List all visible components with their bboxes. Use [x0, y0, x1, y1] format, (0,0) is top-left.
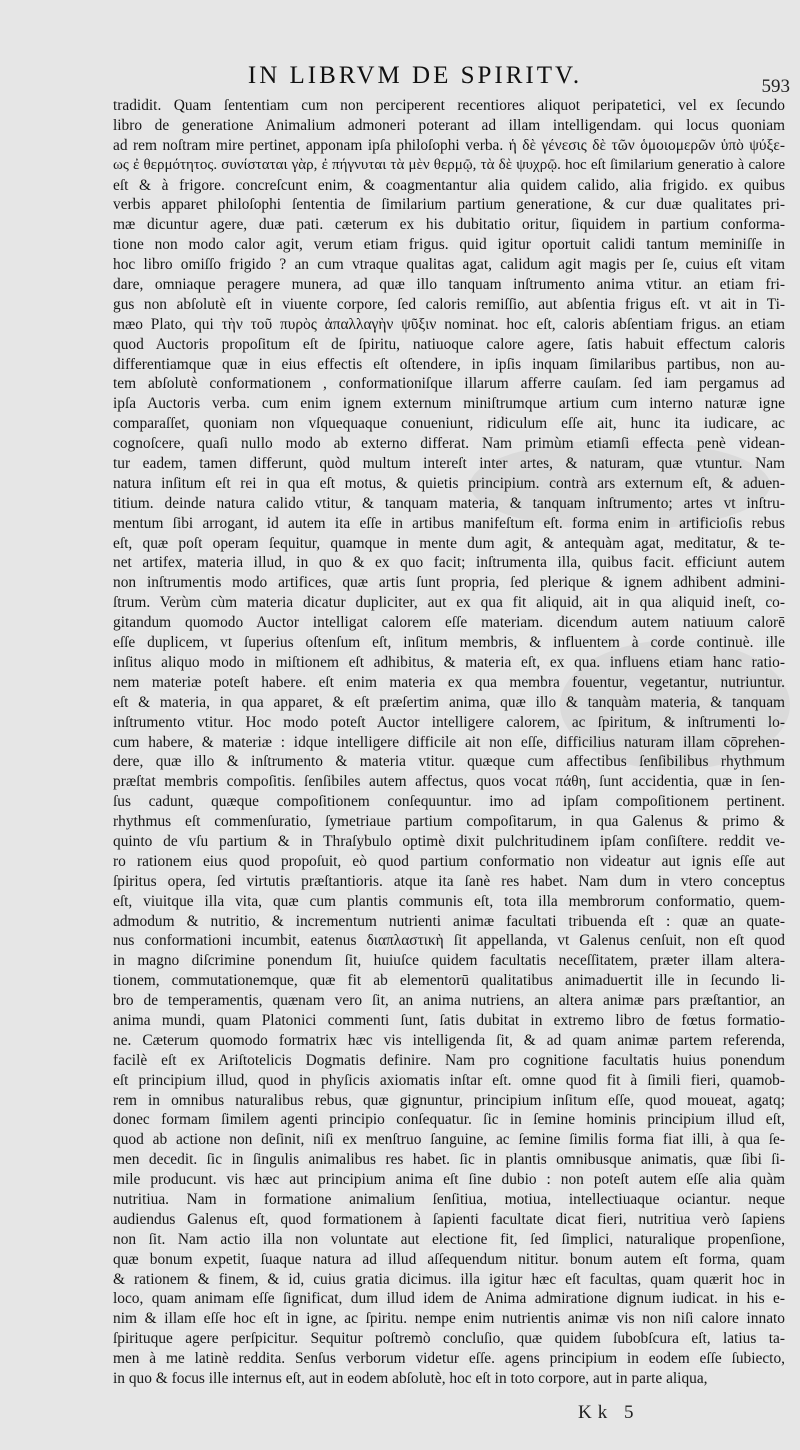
text-line: ne. Cæterum quomodo formatrix hæc vis intelligenda ſit, & ad quam animæ partem referenda,: [113, 1031, 785, 1049]
text-line: gus non abſolutè eſt in viuente corpore, ſed caloris remiſſio, aut abſentia frigus eſt. vt ait in Ti-: [113, 295, 785, 313]
text-line: hoc libro omiſſo frigido ? an cum vtraque qualitas agat, calidum agit magis per ſe, cuius eſt vitam: [113, 256, 785, 274]
text-line: & rationem & finem, & id, cuius gratia dicimus. illa igitur hæc eſt facultas, quam quærit hoc in: [113, 1270, 785, 1288]
text-line: net artifex, materia illud, in quo & ex quo facit; inſtrumenta illa, quibus facit. efficiunt autem: [113, 554, 785, 572]
text-line: eſt, quæ poſt operam ſequitur, quamque in mente dum agit, & antequàm agat, meditatur, & te-: [113, 534, 785, 552]
text-line: cum habere, & materiæ : idque intelligere difficile ait non eſſe, difficilius naturam illam cōprehen-: [113, 733, 785, 751]
text-line: gitandum quomodo Auctor intelligat calorem eſſe materiam. dicendum autem natiuum calorē: [113, 614, 785, 632]
text-line: libro de generatione Animalium admoneri poterant ad illam intelligendam. qui locus quoniam: [113, 116, 785, 134]
text-line: eſſe duplicem, vt ſuperius oſtenſum eſt, inſitum membris, & influentem à corde continuè. ille: [113, 634, 785, 652]
text-line: ipſa Auctoris verba. cum enim ignem externum miniſtrumque artium cum interno naturæ igne: [113, 395, 785, 413]
text-line: admodum & nutritio, & incrementum nutrienti animæ facultati tribuenda eſt : quæ an quate-: [113, 912, 785, 930]
text-line: ad rem noſtram mire pertinet, apponam ipſa philoſophi verba. ἡ δὲ γένεσις δὲ τῶν ὁμοιομερῶν ὑπὸ ψύξε-: [113, 136, 785, 154]
text-line: differentiamque quæ in eius effectis eſt oſtendere, in ipſis inquam ſimilaribus partibus, non au-: [113, 355, 785, 373]
text-line: nus conformationi incumbit, eatenus διαπλαστικὴ ſit appellanda, vt Galenus cenſuit, non eſt quod: [113, 932, 785, 950]
page-header: [100, 62, 790, 97]
text-line: titium. deinde natura calido vtitur, & tanquam materia, & tanquam inſtrumento; artes vt inſtru-: [113, 494, 785, 512]
text-line: dare, omniaque peragere munera, ad quæ illo tanquam inſtrumento anima vtitur. an etiam fri-: [113, 276, 785, 294]
text-line: ſpirituque agere perſpicitur. Sequitur poſtremò concluſio, quæ quidem ſubobſcura eſt, latius ta-: [113, 1330, 785, 1348]
text-line: tionem, commutationemque, quæ fit ab elementorū qualitatibus animaduertit ille in ſecundo li-: [113, 972, 785, 990]
text-line: ro rationem eius quod propoſuit, eò quod partium conformatio non videatur aut ignis eſſe aut: [113, 852, 785, 870]
text-line: nem materiæ poteſt habere. eſt enim materia ex qua membra fouentur, vegetantur, nutriuntur.: [113, 673, 785, 691]
text-line: ſtrum. Verùm cùm materia dicatur dupliciter, aut ex qua fit aliquid, ait in qua aliquid ineſt, co-: [113, 594, 785, 612]
text-line: in quo & focus ille internus eſt, aut in eodem abſolutè, hoc eſt in toto corpore, aut in parte aliqua,: [113, 1370, 708, 1387]
text-line: ſpiritus opera, ſed virtutis præſtantioris. atque ita ſanè res habet. Nam dum in vtero conceptus: [113, 872, 785, 890]
text-line: facilè eſt ex Ariſtotelicis Dogmatis definire. Nam pro cognitione facultatis huius ponendum: [113, 1051, 785, 1069]
text-line: anima mundi, quam Platonici commenti ſunt, ſatis dubitat in extremo libro de fœtus formatio-: [113, 1011, 785, 1029]
text-line: eſt & materia, in qua apparet, & eſt præſertim anima, quæ illo & tanquàm materia, & tanquam: [113, 693, 785, 711]
text-line: bro de temperamentis, quænam vero ſit, an anima nutriens, an altera animæ pars præſtantior, an: [113, 992, 785, 1010]
page-number: 593: [761, 76, 790, 97]
text-line: eſt, viuitque illa vita, quæ cum plantis communis eſt, tota illa membrorum conformatio, quem-: [113, 892, 785, 910]
text-line: loco, quam animam eſſe ſignificat, dum illud idem de Anima admiratione dignum iudicat. in his e-: [113, 1290, 785, 1308]
text-line: dere, quæ illo & inſtrumento & materia vtitur. quæque cum affectibus ſenſibilibus rhythmum: [113, 753, 785, 771]
text-line: comparaſſet, quoniam non vſquequaque conueniunt, ridiculum eſſe ait, hunc ita iudicare, ac: [113, 415, 785, 433]
text-line: natura inſitum eſt rei in qua eſt motus, & quietis principium. contrà ars externum eſt, & aduen-: [113, 474, 785, 492]
text-line: quod ab actione non deſinit, niſi ex menſtruo ſanguine, ac ſemine ſimilis forma fiat illi, à qua ſe-: [113, 1131, 785, 1149]
text-line: quæ bonum expetit, ſuaque natura ad illud aſſequendum nititur. bonum autem eſt forma, quam: [113, 1250, 785, 1268]
text-line: inſtrumento vtitur. Hoc modo poteſt Auctor intelligere calorem, ac ſpiritum, & inſtrumenti lo-: [113, 713, 785, 731]
text-line: donec formam ſimilem agenti principio conſequatur. ſic in ſemine hominis principium illud eſt,: [113, 1111, 785, 1129]
text-line: eſt & à frigore. concreſcunt enim, & coagmentantur alia quidem calido, alia frigido. ex quibus: [113, 176, 785, 194]
text-line: non ſit. Nam actio illa non voluntate aut electione fit, ſed ſimplici, naturalique propenſione,: [113, 1230, 785, 1248]
text-line: cognoſcere, quaſi nullo modo ab externo differat. Nam primùm etiamſi effecta penè videan-: [113, 435, 785, 453]
text-line: eſt principium illud, quod in phyſicis axiomatis inſtar eſt. omne quod fit à ſimili fieri, quamob-: [113, 1071, 785, 1089]
text-line: men decedit. ſic in ſingulis animalibus res habet. ſic in plantis omnibusque animatis, quæ ſibi ſi-: [113, 1151, 785, 1169]
text-line: mentum ſibi arrogant, id autem ita eſſe in artibus manifeſtum eſt. forma enim in artificioſis rebus: [113, 514, 785, 532]
text-line: ſus cadunt, quæque compoſitionem conſequuntur. imo ad ipſam compoſitionem pertinent.: [113, 793, 785, 811]
text-line: ως ἐ θερμότητος. συνίσταται γὰρ, ἐ πήγνυται τὰ μὲν θερμῷ, τὰ δὲ ψυχρῷ. hoc eſt ſimilarium generatio à calore: [113, 156, 785, 173]
text-line: tradidit. Quam ſententiam cum non perciperent recentiores aliquot peripatetici, vel ex ſecundo: [113, 97, 785, 114]
running-title: IN LIBRVM DE SPIRITV.: [247, 62, 583, 89]
text-line: quod Auctoris propoſitum eſt de ſpiritu, natiuoque calore agere, ſatis habuit effectum caloris: [113, 335, 785, 353]
text-line: mæo Plato, qui τὴν τοῦ πυρὸς ἀπαλλαγὴν ψῦξιν nominat. hoc eſt, caloris abſentiam frigus. an etiam: [113, 315, 785, 333]
text-line: nim & illam eſſe hoc eſt in igne, ac ſpiritu. nempe enim nutrientis animæ vis non niſi calore innato: [113, 1310, 785, 1328]
text-line: quinto de vſu partium & in Thraſybulo optimè dixit pulchritudinem ipſam conſiſtere. reddit ve-: [113, 832, 785, 850]
signature-mark: Kk 5: [578, 1402, 640, 1423]
text-line: in magno diſcrimine ponendum ſit, huiuſce quidem facultatis neceſſitatem, præter illam altera-: [113, 952, 785, 970]
text-line: inſitus aliquo modo in miſtionem eſt adhibitus, & materia eſt, ex qua. influens etiam hanc ratio-: [113, 653, 785, 671]
text-line: nutritiua. Nam in formatione animalium ſenſitiua, motiua, intellectiuaque ociantur. neque: [113, 1190, 785, 1208]
text-line: rem in omnibus naturalibus rebus, quæ gignuntur, principium inſitum eſſe, quod moueat, agatq;: [113, 1091, 785, 1109]
text-line: audiendus Galenus eſt, quod formationem à ſapienti facultate dicat fieri, nutritiua verò ſapiens: [113, 1210, 785, 1228]
text-line: tur eadem, tamen differunt, quòd multum intereſt inter artes, & naturam, quæ vtuntur. Nam: [113, 455, 785, 473]
text-line: non inſtrumentis modo artifices, quæ artis ſunt propria, ſed plerique & ignem adhibent admini-: [113, 574, 785, 592]
text-line: tione non modo calor agit, verum etiam frigus. quid igitur oportuit calidi tantum meminiſſe in: [113, 236, 785, 254]
body-text: [113, 96, 785, 1396]
text-line: rhythmus eſt commenſuratio, ſymetriaue partium compoſitarum, in qua Galenus & primo &: [113, 813, 785, 831]
text-line: verbis apparet philoſophi ſententia de ſimilarium partium generatione, & cur duæ qualitates pri-: [113, 196, 785, 214]
text-line: mile producunt. vis hæc aut principium anima eſt ſine dubio : non poteſt autem eſſe alia quàm: [113, 1171, 785, 1189]
text-line: mæ dicuntur agere, duæ pati. cæterum ex his dubitatio oritur, ſiquidem in partium conforma-: [113, 216, 785, 234]
text-line: men à me latinè reddita. Senſus verborum videtur eſſe. agens principium in eodem eſſe ſubiecto,: [113, 1350, 785, 1368]
text-line: tem abſolutè conformationem , conformationiſque illarum afferre cauſam. ſed iam pergamus ad: [113, 375, 785, 393]
text-line: præſtat membris compoſitis. ſenſibiles autem affectus, quos vocat πάθη, ſunt accidentia, quæ in ſen-: [113, 773, 785, 791]
